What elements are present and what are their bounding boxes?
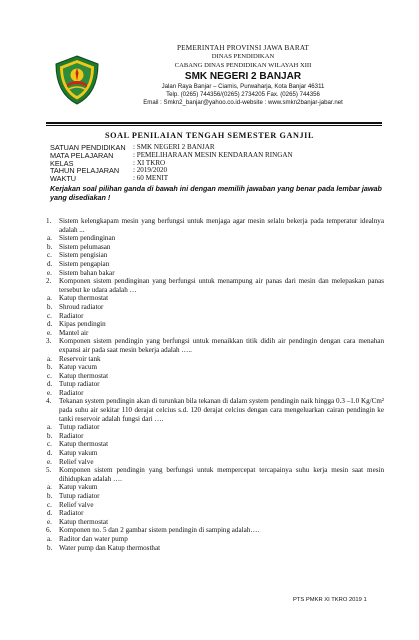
answer-option-letter: b.: [47, 302, 53, 311]
question-item: [46, 466, 384, 526]
answer-option-text: Shroud radiator: [59, 302, 104, 311]
letterhead-divider-thick: [46, 122, 382, 124]
answer-option-text: Sistem pendinginan: [59, 234, 116, 243]
answer-option-text: Katup vakum: [59, 449, 98, 458]
answer-option-letter: b.: [47, 363, 53, 372]
answer-option-text: Water pump dan Katup thermosthat: [59, 543, 161, 552]
answer-option-letter: b.: [47, 431, 53, 440]
answer-option-text: Radiator: [59, 431, 84, 440]
answer-option-text: Kipas pendingin: [59, 320, 106, 329]
answer-option-letter: b.: [47, 242, 53, 251]
answer-option-text: Reservoir tank: [59, 354, 101, 363]
answer-option-letter: a.: [47, 354, 52, 363]
answer-option-letter: a.: [47, 483, 52, 492]
answer-option-text: Mantel air: [59, 328, 89, 337]
page-footer: PTS PMKR XI TKRO 2019 1: [293, 597, 367, 603]
exam-info-row: [50, 152, 293, 160]
answer-option-text: Katup thermostat: [59, 440, 109, 449]
question-text: Komponen no. 5 dan 2 gambar sistem pendingin di samping adalah….: [59, 526, 260, 535]
answer-option-text: Katup thermostat: [59, 371, 109, 380]
question-stem: [46, 217, 384, 234]
question-number: 2.: [46, 277, 52, 286]
question-stem: [46, 526, 384, 535]
answer-option: [46, 535, 384, 544]
answer-option: [46, 260, 384, 269]
answer-option-text: Sistem pengisian: [59, 251, 108, 260]
answer-option: [46, 355, 384, 364]
answer-option: [46, 501, 384, 510]
question-stem: [46, 337, 384, 354]
question-item: [46, 337, 384, 397]
answer-option-text: Katup vacum: [59, 363, 98, 372]
exam-info-value: : SMK NEGERI 2 BANJAR: [133, 143, 215, 151]
question-text: Komponen sistem pendingin yang berfungsi untuk menaikkan titik didih air pendingin dengan cara menahan expansi air pada saat mesin bekerja adalah …..: [59, 337, 384, 354]
letterhead-divider-thin: [46, 125, 382, 126]
exam-title: SOAL PENILAIAN TENGAH SEMESTER GANJIL: [104, 131, 315, 140]
answer-option-letter: d.: [47, 449, 53, 458]
answer-option: [46, 544, 384, 553]
exam-info-label: KELAS: [50, 158, 74, 168]
answer-option-text: Sistem pelumasan: [59, 242, 111, 251]
answer-option-text: Radiator: [59, 311, 84, 320]
answer-option-letter: e.: [47, 268, 52, 277]
exam-info-value: : 60 MENIT: [133, 174, 169, 183]
question-text: Komponen sistem pendinginan yang berfungsi untuk menampung air panas dari mesin dan melepaskan panas tersebut ke udara adalah …: [59, 277, 384, 294]
question-stem: [46, 397, 384, 423]
letterhead-email: Email : Smkn2_banjar@yahoo.co.id-website : www.smkn2banjar-jabar.net: [143, 99, 343, 106]
answer-option: [46, 234, 384, 243]
question-item: [46, 397, 384, 466]
answer-option-letter: a.: [47, 423, 52, 432]
answer-option-letter: d.: [47, 509, 53, 518]
answer-option-text: Tutup radiator: [59, 423, 100, 432]
answer-option: [46, 389, 384, 398]
answer-option-text: Radiator: [59, 509, 84, 518]
answer-option-letter: c.: [47, 251, 52, 260]
answer-option: [46, 329, 384, 338]
answer-option: [46, 423, 384, 432]
answer-option: [46, 449, 384, 458]
answer-option-letter: b.: [47, 543, 53, 552]
answer-option: [46, 509, 384, 518]
exam-info-value: : XI TKRO: [133, 158, 166, 167]
answer-option-text: Radiator: [59, 388, 84, 397]
answer-option-text: Katup thermostat: [59, 517, 109, 526]
exam-info-label: MATA PELAJARAN: [50, 150, 114, 160]
west-java-emblem-logo: [51, 54, 103, 106]
exam-info-value: : PEMELIHARAAN MESIN KENDARAAN RINGAN: [133, 150, 293, 159]
letterhead-branch: CABANG DINAS PENDIDIKAN WILAYAH XIII: [174, 61, 312, 69]
question-number: 1.: [46, 217, 52, 225]
letterhead: [112, 44, 374, 107]
answer-option-text: Relief valve: [59, 500, 94, 509]
answer-option: [46, 380, 384, 389]
answer-option-letter: c.: [47, 440, 52, 449]
exam-info-label: TAHUN PELAJARAN: [50, 166, 120, 176]
exam-info-label: SATUAN PENDIDIKAN: [50, 143, 126, 152]
answer-option: [46, 251, 384, 260]
question-item: [46, 277, 384, 337]
answer-option: [46, 483, 384, 492]
answer-option-letter: e.: [47, 328, 52, 337]
answer-option: [46, 320, 384, 329]
exam-info-row: [50, 167, 293, 175]
answer-option: [46, 518, 384, 527]
question-item: [46, 526, 384, 552]
answer-option-text: Relief valve: [59, 457, 94, 466]
question-item: [46, 217, 384, 277]
answer-option-letter: b.: [47, 492, 53, 500]
answer-option: [46, 294, 384, 303]
answer-option: [46, 363, 384, 372]
answer-option-text: Raditor dan water pump: [59, 534, 128, 543]
question-text: Sistem kelengkapam mesin yang berfungsi untuk menjaga agar mesin selalu bekerja pada temperatur idealnya adalah ...: [59, 217, 384, 234]
answer-option-text: Tutup radiator: [59, 492, 100, 500]
answer-option-letter: c.: [47, 371, 52, 380]
answer-option-letter: e.: [47, 517, 52, 526]
answer-option: [46, 303, 384, 312]
letterhead-school-name: SMK NEGERI 2 BANJAR: [184, 71, 302, 82]
exam-info-label: WAKTU: [50, 174, 77, 184]
question-text: Tekanan system pendingin akan di turunkan bila tekanan di dalam system pendingin naik hingga 0.3 –1.0 Kg/Cm² pada suhu air sekitar 110 derajat celcius s.d. 120 derajat celcius dengan cara mengeluarkan cairan pendingin ke tanki reservoir adalah fungsi dari ….: [59, 397, 384, 423]
answer-option: [46, 492, 384, 501]
letterhead-province: PEMERINTAH PROVINSI JAWA BARAT: [176, 44, 310, 52]
answer-option-letter: c.: [47, 500, 52, 509]
answer-option-letter: a.: [47, 294, 52, 303]
answer-option-letter: d.: [47, 380, 53, 389]
question-number: 5.: [46, 466, 52, 475]
exam-info-table: [50, 144, 293, 183]
answer-option-text: Sistem pengapian: [59, 259, 110, 268]
answer-option: [46, 440, 384, 449]
answer-option: [46, 269, 384, 278]
answer-option: [46, 458, 384, 467]
question-stem: [46, 277, 384, 294]
answer-option-letter: e.: [47, 457, 52, 466]
answer-option: [46, 432, 384, 441]
letterhead-address: Jalan Raya Banjar – Ciamis, Purwaharja, Kota Banjar 46311: [161, 83, 325, 90]
answer-option: [46, 243, 384, 252]
answer-option-letter: a.: [47, 234, 52, 243]
letterhead-agency: DINAS PENDIDIKAN: [211, 53, 275, 60]
answer-option-text: Katup thermostat: [59, 294, 109, 303]
answer-option-text: Katup vakum: [59, 483, 98, 492]
answer-option-text: Tutup radiator: [59, 380, 100, 389]
letterhead-phone: Telp. (0265) 744356/(0265) 2734205 Fax. (0265) 744356: [166, 91, 320, 98]
question-number: 3.: [46, 337, 52, 346]
question-number: 6.: [46, 526, 52, 535]
answer-option-letter: a.: [47, 534, 52, 543]
answer-option-letter: d.: [47, 259, 53, 268]
answer-option-text: Sistem bahan bakar: [59, 268, 115, 277]
exam-info-row: [50, 175, 293, 183]
exam-info-value: : 2019/2020: [133, 166, 168, 175]
question-text: Komponen sistem pendingin yang berfungsi untuk mempercepat tercapainya suhu kerja mesin saat mesin dihidupkan adalah ….: [59, 466, 384, 483]
answer-option-letter: e.: [47, 388, 52, 397]
question-list: [46, 217, 384, 552]
question-number: 4.: [46, 397, 52, 406]
answer-option-letter: d.: [47, 320, 53, 329]
answer-option-letter: c.: [47, 311, 52, 320]
question-stem: [46, 466, 384, 483]
answer-option: [46, 312, 384, 321]
answer-option: [46, 372, 384, 381]
exam-instruction: Kerjakan soal pilihan ganda di bawah ini dengan memilih jawaban yang benar pada lembar jawab yang disediakan !: [50, 184, 382, 202]
